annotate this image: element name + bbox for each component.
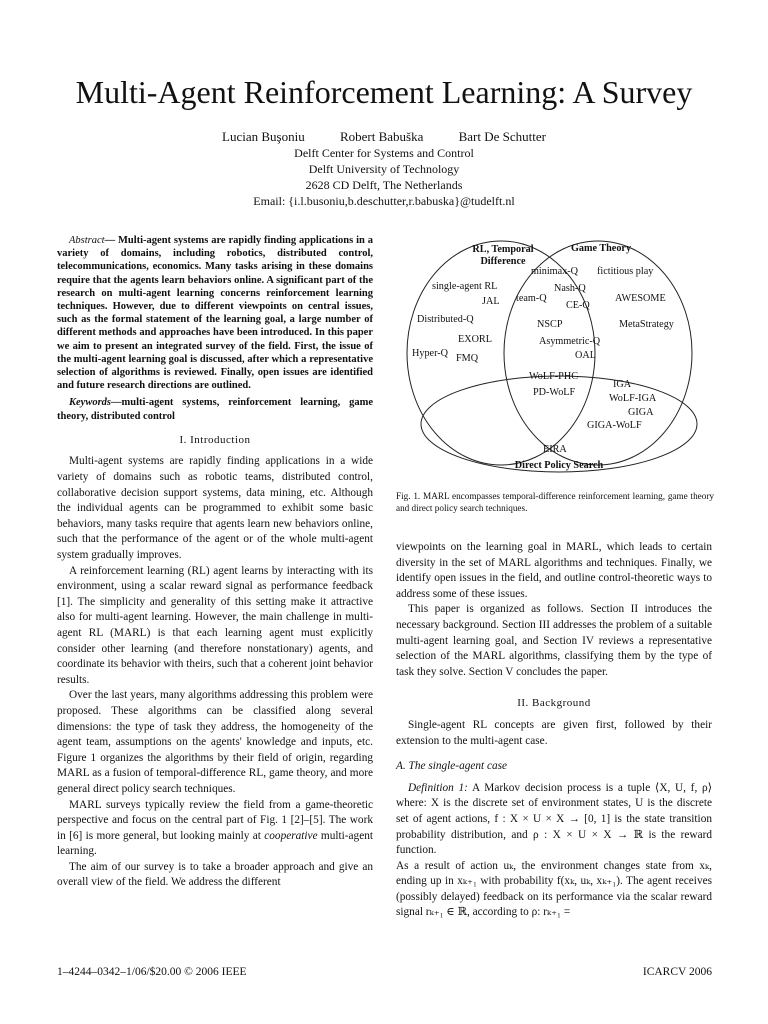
algo-asymmetric-q: Asymmetric-Q bbox=[539, 336, 601, 347]
algo-iga: IGA bbox=[613, 379, 632, 390]
figure-caption: Fig. 1. MARL encompasses temporal-difference reinforcement learning, game theory and direct policy search techniques. bbox=[396, 491, 714, 513]
section-heading-background: II. Background bbox=[517, 697, 591, 710]
algo-wolf-iga: WoLF-IGA bbox=[609, 393, 657, 404]
abstract bbox=[57, 234, 373, 392]
paragraph: This paper is organized as follows. Section II introduces the necessary background. Section III addresses the problem of a suitable multi-agent learning goal, and Section IV reviews a representative selection of the MARL algorithms, classifying them by the type of task they solve. Section V concludes the paper. bbox=[396, 603, 712, 678]
paragraph: Over the last years, many algorithms addressing this problem were proposed. These algorithms can be classified along several dimensions: the type of task they address, the homogeneity of the agent team, assumptions on the agents' knowledge and inputs, etc. Figure 1 organizes the algorithms by their field of origin, regarding MARL as a fusion of temporal-difference RL, game theory, and more general direct policy search techniques. bbox=[57, 689, 373, 795]
algo-fmq: FMQ bbox=[456, 353, 479, 364]
algo-eira: EIRA bbox=[543, 444, 567, 455]
affiliation-line: Delft University of Technology bbox=[308, 162, 460, 176]
algo-single-agent-rl: single-agent RL bbox=[432, 281, 498, 292]
affiliation-line: 2628 CD Delft, The Netherlands bbox=[305, 178, 463, 192]
paper-title: Multi-Agent Reinforcement Learning: A Survey bbox=[75, 74, 693, 110]
algo-giga-wolf: GIGA-WoLF bbox=[587, 420, 642, 431]
paragraph-text: MARL surveys typically review the field from a game-theoretic perspective and focus on the central part of Fig. 1 [2]–[5]. The work in [6] is more general, but looking mainly at bbox=[57, 798, 373, 842]
label-game-theory: Game Theory bbox=[570, 243, 632, 254]
author-2: Robert Babuška bbox=[339, 129, 424, 144]
algo-jal: JAL bbox=[482, 296, 500, 307]
label-direct-policy-search: Direct Policy Search bbox=[514, 460, 604, 471]
affiliation-block bbox=[0, 145, 768, 209]
footer-copyright: 1–4244–0342–1/06/$20.00 © 2006 IEEE bbox=[57, 966, 247, 978]
abstract-text: — Multi-agent systems are rapidly finding applications in a variety of domains, including robotics, distributed control, telecommunications, economics. Many tasks arising in these domains require that the agents learn behaviors online. A significant part of the research on multi-agent learning concerns reinforcement learning techniques. However, due to different viewpoints on central issues, such as the formal statement of the learning goal, a large number of different methods and approaches have been introduced. In this paper we aim to present an integrated survey of the field. First, the issue of the multi-agent learning goal is discussed, after which a representative selection of algorithms is reviewed. Finally, open issues are identified and future research directions are outlined. bbox=[57, 235, 373, 392]
paragraph-text: multi-agent learning. bbox=[57, 829, 374, 858]
definition-label: Definition 1: bbox=[408, 781, 468, 794]
paragraph: Single-agent RL concepts are given first, followed by their extension to the multi-agent case. bbox=[396, 718, 712, 747]
algo-nash-q: Nash-Q bbox=[554, 283, 586, 294]
venn-labels bbox=[412, 243, 675, 471]
algo-metastrategy: MetaStrategy bbox=[619, 319, 674, 330]
algo-nscp: NSCP bbox=[537, 319, 563, 330]
keywords-label: Keywords bbox=[69, 397, 111, 409]
definition-text: A Markov decision process is a tuple ⟨X, U, f, ρ⟩ where: X is the discrete set of environment states, U is the discrete set of agent actions, f : X × U × X → [0, 1] is the state transition probability distribution, and ρ : X × U × X → ℝ is the reward function. bbox=[396, 781, 713, 857]
affiliation-line: Delft Center for Systems and Control bbox=[294, 146, 474, 160]
algo-hyper-q: Hyper-Q bbox=[412, 348, 449, 359]
figure-venn-diagram bbox=[396, 238, 716, 478]
algo-giga: GIGA bbox=[628, 407, 654, 418]
left-column bbox=[57, 234, 373, 891]
algo-pd-wolf: PD-WoLF bbox=[533, 387, 576, 398]
author-3: Bart De Schutter bbox=[458, 129, 546, 144]
paragraph: viewpoints on the learning goal in MARL, which leads to certain diversity in the set of MARL algorithms and techniques. Finally, we identify open issues in the field, and outline control-theoretic ways to address some of these issues. bbox=[396, 541, 712, 600]
footer-conference: ICARCV 2006 bbox=[642, 966, 712, 978]
right-column bbox=[396, 540, 712, 921]
algo-ce-q: CE-Q bbox=[566, 300, 590, 311]
paragraph: A reinforcement learning (RL) agent learns by interacting with its environment, using a scalar reward signal as performance feedback [1]. The simplicity and generality of this setting make it attractive also for multi-agent learning. However, the main challenge in multi-agent RL (MARL) is that each learning agent must explicitly consider other learning (and therefore nonstationary) agents, and coordinate its behavior with theirs, such that a coherent joint behavior results. bbox=[57, 564, 373, 686]
algo-fictitious-play: fictitious play bbox=[597, 266, 654, 277]
venn-svg bbox=[396, 238, 716, 478]
paragraph: Multi-agent systems are rapidly finding applications in a wide variety of domains such as robotic teams, distributed control, collaborative decision support systems, data mining, etc. Although the individual agents can be programmed to exhibit some basic behaviors, many tasks require that agents learn new behaviors online, such that the performance of the agent or of the whole multi-agent system gradually improves. bbox=[57, 455, 373, 561]
abstract-label: Abstract bbox=[69, 235, 105, 246]
keywords-text: —multi-agent systems, reinforcement learning, game theory, distributed control bbox=[57, 397, 373, 422]
definition-paragraph bbox=[396, 781, 712, 859]
label-rl-line1: RL, Temporal bbox=[472, 244, 534, 255]
paragraph: As a result of action uₖ, the environment changes state from xₖ, ending up in xₖ₊₁ with probability f(xₖ, uₖ, xₖ₊₁). The agent receives (possibly delayed) feedback on its performance via the scalar reward signal rₖ₊₁ ∈ ℝ, according to ρ: rₖ₊₁ = bbox=[396, 859, 712, 919]
email-line: Email: {i.l.busoniu,b.deschutter,r.babuska}@tudelft.nl bbox=[253, 194, 515, 208]
algo-wolf-phc: WoLF-PHC bbox=[529, 371, 578, 382]
subsection-heading: A. The single-agent case bbox=[396, 760, 508, 773]
keywords bbox=[57, 396, 373, 422]
label-rl-line2: Difference bbox=[480, 256, 526, 267]
algo-distributed-q: Distributed-Q bbox=[417, 314, 474, 325]
algo-oal: OAL bbox=[575, 350, 596, 361]
algo-minimax-q: minimax-Q bbox=[531, 266, 578, 277]
section-heading-introduction: I. Introduction bbox=[179, 433, 251, 446]
paragraph: The aim of our survey is to take a broader approach and give an overall view of the field. We address the different bbox=[57, 860, 373, 889]
author-list bbox=[0, 128, 768, 145]
paragraph bbox=[57, 798, 373, 860]
algo-awesome: AWESOME bbox=[615, 293, 666, 304]
author-1: Lucian Buşoniu bbox=[222, 129, 305, 144]
algo-team-q: team-Q bbox=[516, 293, 547, 304]
algo-exorl: EXORL bbox=[458, 334, 492, 345]
emphasis-text: cooperative bbox=[264, 829, 318, 842]
